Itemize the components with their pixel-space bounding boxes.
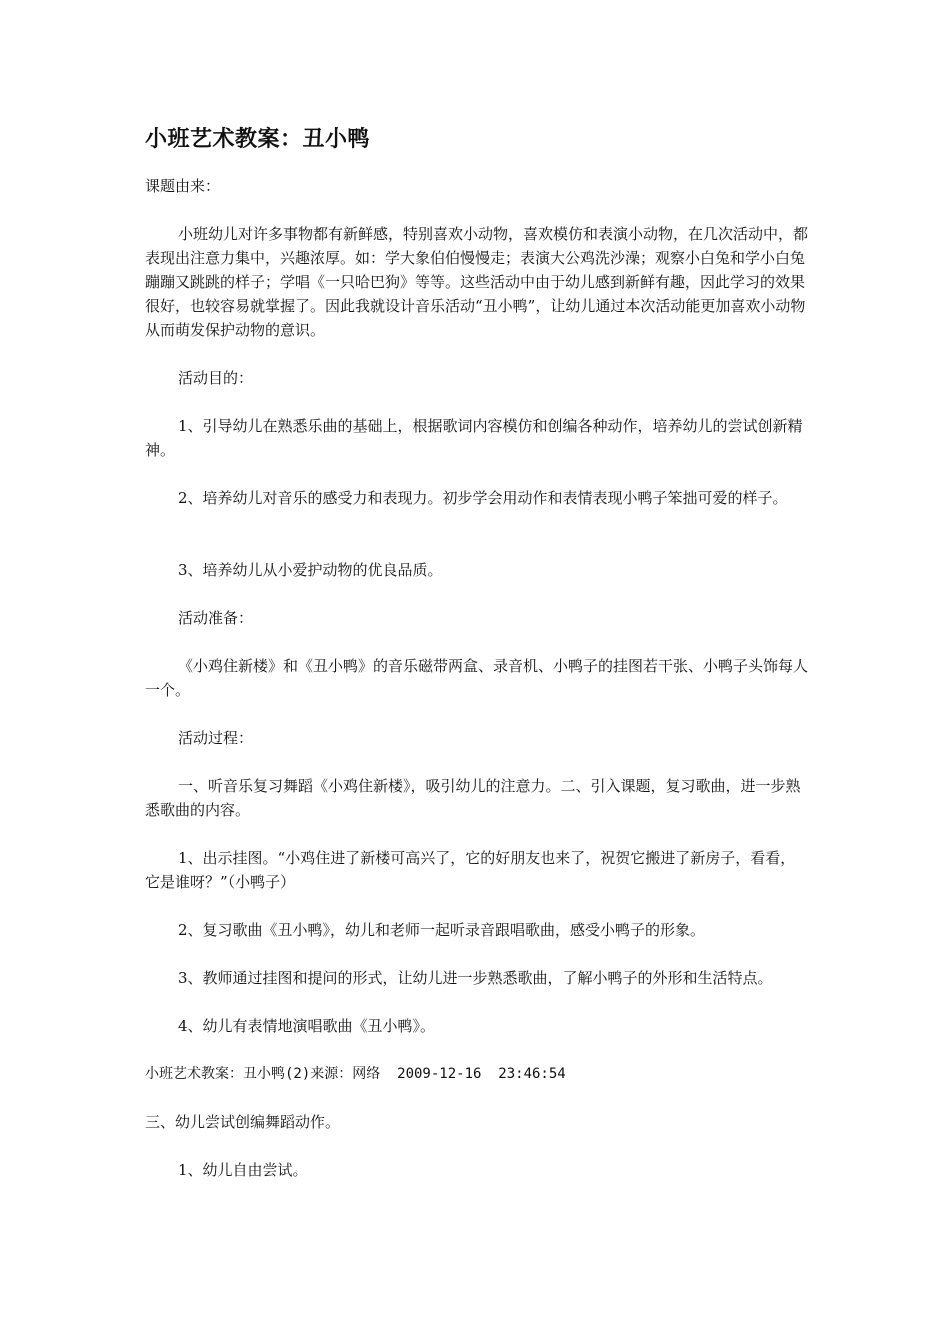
process-step-3-substep-1: 1、幼儿自由尝试。 xyxy=(178,1161,308,1179)
section-heading-preparation: 活动准备： xyxy=(178,609,254,627)
goal-item-2: 2、培养幼儿对音乐的感受力和表现力。初步学会用动作和表情表现小鸭子笨拙可爱的样子。 xyxy=(178,489,788,507)
process-substep-2: 2、复习歌曲《丑小鸭》，幼儿和老师一起听录音跟唱歌曲，感受小鸭子的形象。 xyxy=(178,921,706,939)
process-step-3: 三、幼儿尝试创编舞蹈动作。 xyxy=(145,1113,341,1131)
goal-item-1: 1、引导幼儿在熟悉乐曲的基础上，根据歌词内容模仿和创编各种动作，培养幼儿的尝试创新精神。 xyxy=(145,417,803,459)
process-substep-4: 4、幼儿有表情地演唱歌曲《丑小鸭》。 xyxy=(178,1017,436,1035)
page-title: 小班艺术教案：丑小鸭 xyxy=(145,127,371,152)
paragraph-preparation: 《小鸡住新楼》和《丑小鸭》的音乐磁带两盒、录音机、小鸭子的挂图若干张、小鸭子头饰每人一个。 xyxy=(145,657,809,699)
process-step-1: 一、听音乐复习舞蹈《小鸡住新楼》，吸引幼儿的注意力。二、引入课题，复习歌曲，进一步熟悉歌曲的内容。 xyxy=(145,777,801,819)
section-heading-origin: 课题由来： xyxy=(145,177,221,195)
process-substep-3: 3、教师通过挂图和提问的形式，让幼儿进一步熟悉歌曲，了解小鸭子的外形和生活特点。 xyxy=(178,969,773,987)
process-substep-1: 1、出示挂图。“小鸡住进了新楼可高兴了，它的好朋友也来了，祝贺它搬进了新房子，看看，它是谁呀？”（小鸭子） xyxy=(145,849,796,891)
paragraph-origin: 小班幼儿对许多事物都有新鲜感，特别喜欢小动物，喜欢模仿和表演小动物，在几次活动中，都表现出注意力集中，兴趣浓厚。如：学大象伯伯慢慢走；表演大公鸡洗沙澡；观察小白兔和学小白兔蹦蹦又跳跳的样子；学唱《一只哈巴狗》等等。这些活动中由于幼儿感到新鲜有趣，因此学习的效果很好，也较容易就掌握了。因此我就设计音乐活动“丑小鸭”，让幼儿通过本次活动能更加喜欢小动物从而萌发保护动物的意识。 xyxy=(145,225,809,339)
source-line: 小班艺术教案：丑小鸭(2)来源：网络 2009-12-16 23:46:54 xyxy=(145,1066,566,1082)
goal-item-3: 3、培养幼儿从小爱护动物的优良品质。 xyxy=(178,561,443,579)
section-heading-goals: 活动目的： xyxy=(178,369,254,387)
section-heading-process: 活动过程： xyxy=(178,729,254,747)
